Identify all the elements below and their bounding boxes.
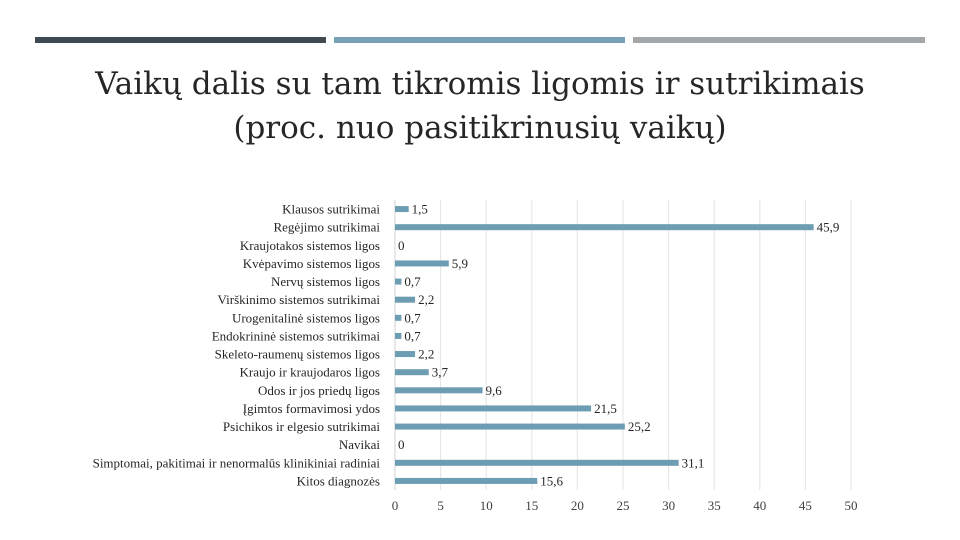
- data-label: 0: [398, 437, 405, 453]
- category-label: Nervų sistemos ligos: [270, 274, 380, 290]
- category-label: Odos ir jos priedų ligos: [257, 382, 380, 398]
- bar: [395, 460, 679, 466]
- category-label: Virškinimo sistemos sutrikimai: [217, 292, 380, 308]
- category-label: Urogenitalinė sistemos ligos: [231, 310, 380, 326]
- slide-title-line-2: (proc. nuo pasitikrinusių vaikų): [233, 110, 727, 146]
- x-tick-label: 10: [479, 498, 493, 513]
- x-tick-label: 15: [525, 498, 539, 513]
- bar: [395, 478, 537, 484]
- slide-title-line-1: Vaikų dalis su tam tikromis ligomis ir sutrikimais: [95, 66, 865, 102]
- bar: [395, 369, 429, 375]
- data-label: 2,2: [418, 292, 435, 308]
- data-label: 0: [398, 237, 405, 253]
- bar: [395, 405, 591, 411]
- bar: [395, 351, 415, 357]
- category-label: Klausos sutrikimai: [282, 201, 380, 217]
- x-tick-label: 30: [662, 498, 676, 513]
- category-label: Navikai: [338, 437, 380, 453]
- bar: [395, 260, 449, 266]
- data-label: 9,6: [485, 382, 502, 398]
- data-label: 25,2: [627, 419, 651, 435]
- data-label: 0,7: [404, 310, 421, 326]
- category-label: Psichikos ir elgesio sutrikimai: [222, 419, 380, 435]
- bar: [395, 315, 401, 321]
- bar: [395, 206, 409, 212]
- x-tick-label: 0: [391, 498, 399, 513]
- data-label: 31,1: [681, 455, 705, 471]
- x-tick-label: 35: [707, 498, 721, 513]
- category-label: Skeleto-raumenų sistemos ligos: [214, 346, 380, 362]
- bar: [395, 297, 415, 303]
- bar: [395, 424, 625, 430]
- category-label: Kraujotakos sistemos ligos: [239, 237, 380, 253]
- bar: [395, 279, 401, 285]
- data-label: 15,6: [540, 473, 564, 489]
- category-label: Kitos diagnozės: [296, 473, 380, 489]
- category-label: Kvėpavimo sistemos ligos: [242, 255, 380, 271]
- x-tick-label: 20: [570, 498, 584, 513]
- category-label: Simptomai, pakitimai ir nenormalūs klinikiniai radiniai: [92, 455, 380, 471]
- category-label: Įgimtos formavimosi ydos: [242, 400, 380, 416]
- data-label: 3,7: [431, 364, 448, 380]
- data-label: 1,5: [411, 201, 428, 217]
- category-label: Endokrininė sistemos sutrikimai: [211, 328, 380, 344]
- data-label: 0,7: [404, 328, 421, 344]
- x-tick-label: 40: [753, 498, 767, 513]
- data-label: 5,9: [451, 255, 469, 271]
- x-tick-label: 25: [616, 498, 630, 513]
- x-tick-label: 5: [437, 498, 444, 513]
- data-label: 2,2: [418, 346, 435, 362]
- data-label: 21,5: [594, 400, 617, 416]
- category-label: Kraujo ir kraujodaros ligos: [239, 364, 380, 380]
- data-label: 0,7: [404, 274, 421, 290]
- x-tick-label: 45: [798, 498, 812, 513]
- bar: [395, 387, 483, 393]
- data-label: 45,9: [816, 219, 840, 235]
- bar: [395, 333, 401, 339]
- bar: [395, 224, 814, 230]
- x-tick-label: 50: [844, 498, 858, 513]
- category-label: Regėjimo sutrikimai: [273, 219, 380, 235]
